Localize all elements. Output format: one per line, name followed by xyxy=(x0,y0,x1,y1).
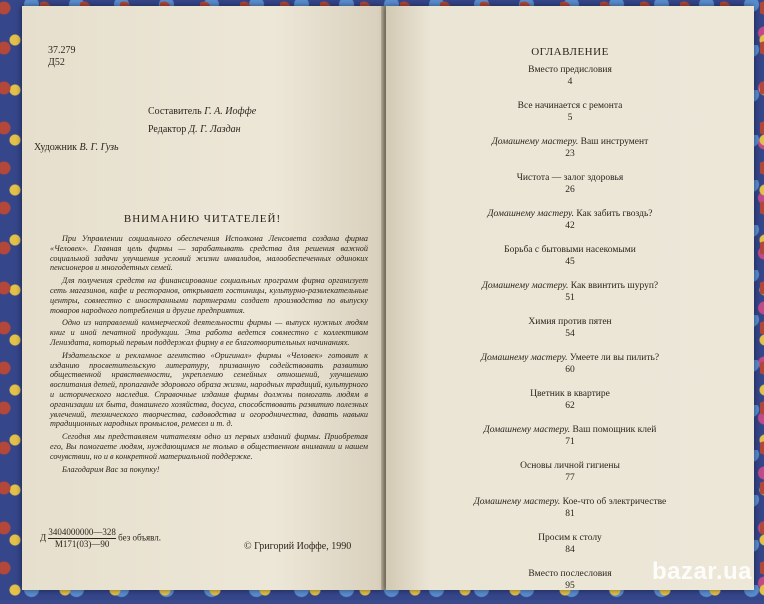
toc-item: Домашнему мастеру. Умеете ли вы пилить? 60 xyxy=(480,353,660,375)
copyright: © Григорий Иоффе, 1990 xyxy=(244,541,352,552)
notice-title: ВНИМАНИЮ ЧИТАТЕЛЕЙ! xyxy=(123,213,282,225)
compiler-name: Г. А. Иоффе xyxy=(204,106,257,117)
toc-item: Чистота — залог здоровья 26 xyxy=(516,173,624,195)
editor-name: Д. Г. Лаздан xyxy=(188,124,241,135)
toc-item: Борьба с бытовыми насекомыми 45 xyxy=(504,245,636,267)
table-of-contents xyxy=(386,64,754,604)
toc-item: Химия против пятен 54 xyxy=(528,317,612,339)
toc-item: Вместо послесловия 95 xyxy=(528,569,612,591)
notice-paragraph: Для получения средств на финансирование социальных программ фирма организует сеть магазинов, кафе и ресторанов, открывает гостиницы, культурно-развлекательные центры, совместно с иностранными партнерами создает производства по выпуску товаров народного потребления и другие предприятия. xyxy=(50,276,368,315)
notice-paragraph: Издательское и рекламное агентство «Оригинал» фирмы «Человек» готовит к изданию просветительскую литературу, призванную содействовать развитию общественной нравственности, укреплению семейных отношений, улучшению воспитания детей, пропаганде здорового образа жизни, народных традиций, культурного и исторического наследия. Справочные издания фирмы должны помогать людям в организации их быта, домашнего хозяйства, досуга, способствовать развитию полезных увлечений, технического творчества, садоводства и огородничества, давать навыки традиционных народных промыслов, ремесел и т. д. xyxy=(50,350,368,429)
editor-line xyxy=(148,124,241,135)
toc-item: Цветник в квартире 62 xyxy=(530,389,610,411)
watermark-logo: bazar.ua xyxy=(651,558,752,585)
imprint-note: без объявл. xyxy=(118,532,162,543)
toc-item: Домашнему мастеру. Как ввинтить шуруп? 51 xyxy=(481,281,659,303)
compiler-label: Составитель xyxy=(148,106,202,117)
toc-item: Домашнему мастеру. Как забить гвоздь? 42 xyxy=(487,209,653,231)
imprint-code xyxy=(40,527,161,550)
editor-label: Редактор xyxy=(148,124,187,135)
toc-item: Основы личной гигиены 77 xyxy=(520,461,620,483)
toc-item: Домашнему мастеру. Ваш помощник клей 71 xyxy=(483,425,657,447)
toc-title: ОГЛАВЛЕНИЕ xyxy=(531,46,609,58)
notice-paragraph: Благодарим Вас за покупку! xyxy=(62,464,160,474)
notice-body xyxy=(50,234,368,477)
left-page xyxy=(22,6,383,590)
catalog-codes xyxy=(48,45,76,69)
toc-item: Домашнему мастеру. Ваш инструмент 23 xyxy=(491,137,649,159)
imprint-numerator: 3404000000—328 xyxy=(48,527,116,537)
notice-paragraph: При Управлении социального обеспечения Исполкома Ленсовета создана фирма «Человек». Главная цель фирмы — зарабатывать средства для решения важной социальной задачи улучшения условий жизни инвалидов, малообеспеченных одиноких пенсионеров и многодетных семей. xyxy=(50,234,368,273)
right-page xyxy=(386,6,754,590)
toc-item: Вместо предисловия 4 xyxy=(528,65,612,87)
artist-name: В. Г. Гузь xyxy=(79,142,119,153)
imprint-denominator: М171(03)—90 xyxy=(48,538,116,550)
imprint-letter: Д xyxy=(40,532,47,543)
notice-paragraph: Сегодня мы представляем читателям одно из первых изданий фирмы. Приобретая его, Вы помогаете людям, нуждающимся не только в общественном внимании и нашем сочувствии, но и в конкретной материальной поддержке. xyxy=(50,432,368,461)
notice-paragraph: Одно из направлений коммерческой деятельности фирмы — выпуск нужных людям книг и иной печатной продукции. Эта работа ведется совместно с коллективом Лениздата, который первым поддержал фирму в ее благотворительных начинаниях. xyxy=(50,318,368,347)
author-mark: Д52 xyxy=(48,57,65,68)
toc-item: Домашнему мастеру. Кое-что об электричестве 81 xyxy=(473,497,667,519)
toc-item: Все начинается с ремонта 5 xyxy=(517,101,623,123)
artist-label: Художник xyxy=(34,142,78,153)
compiler-line xyxy=(148,106,256,117)
imprint-fraction xyxy=(48,527,116,550)
artist-line xyxy=(34,142,119,153)
bbk-code: 37.279 xyxy=(48,45,76,56)
toc-item: Просим к столу 84 xyxy=(538,533,602,555)
